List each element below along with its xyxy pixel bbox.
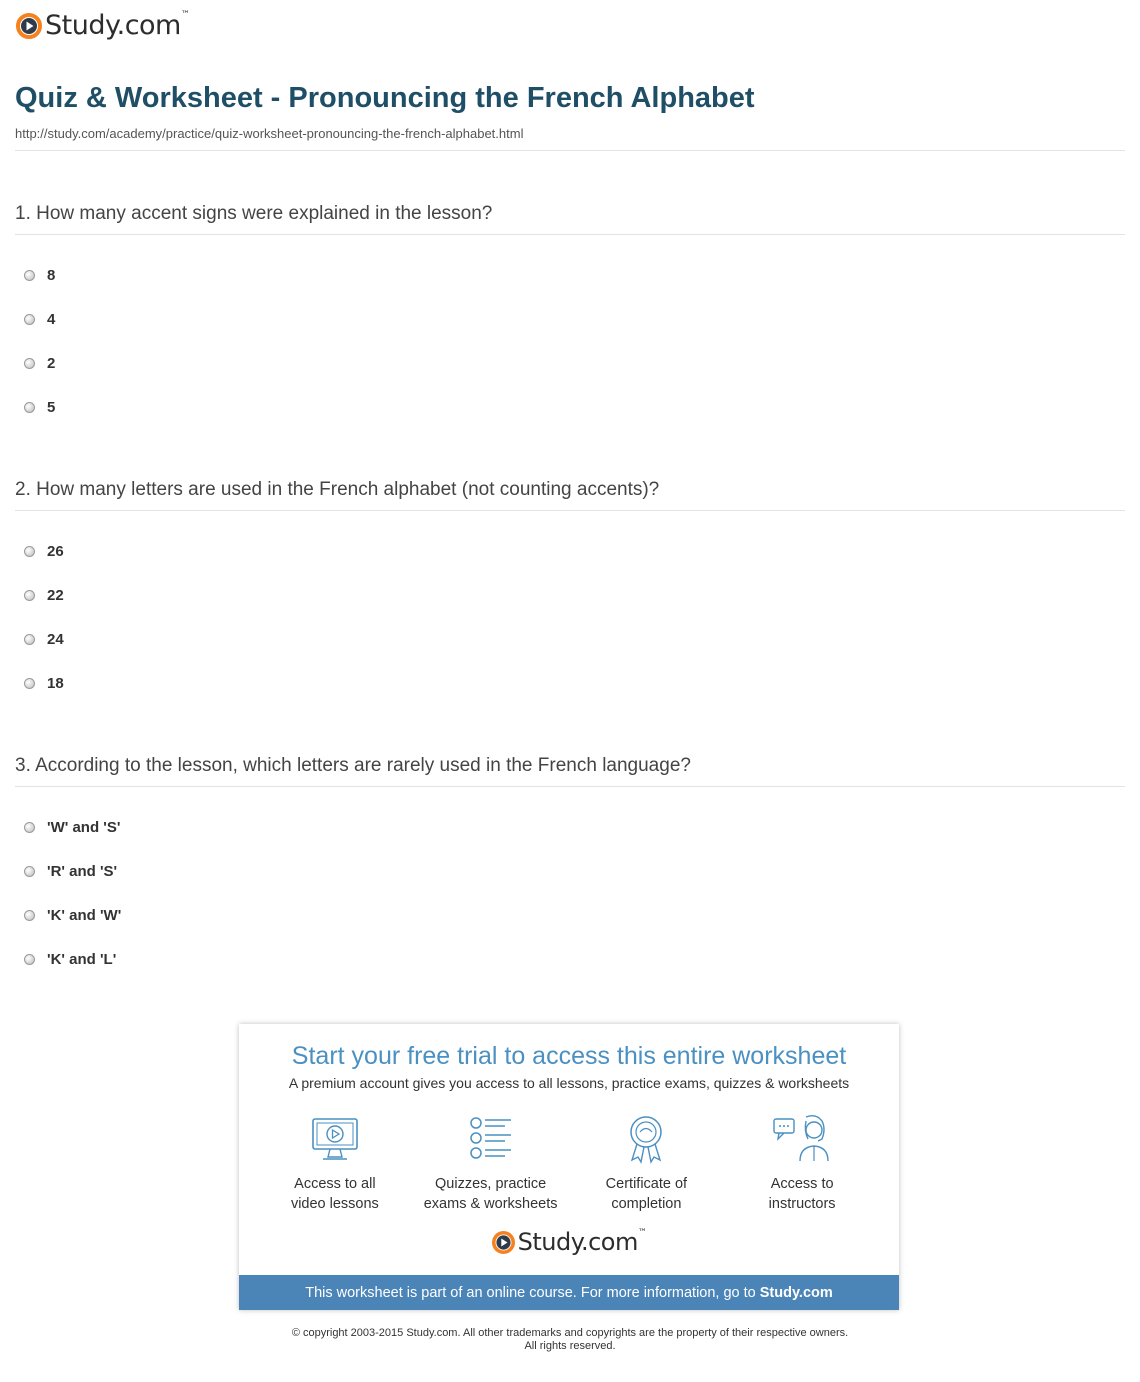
feature-label: Access to all video lessons: [290, 1176, 379, 1212]
answer-option[interactable]: [15, 665, 1125, 709]
question-text: 3. According to the lesson, which letters are rarely used in the French language?: [15, 755, 1125, 787]
answer-option[interactable]: [15, 853, 1125, 897]
certificate-icon: [620, 1113, 672, 1165]
option-label: 24: [47, 630, 64, 648]
radio-button[interactable]: [24, 822, 35, 833]
radio-button[interactable]: [24, 634, 35, 645]
question-text: 1. How many accent signs were explained in the lesson?: [15, 203, 1125, 235]
radio-button[interactable]: [24, 866, 35, 877]
page-title: Quiz & Worksheet - Pronouncing the French Alphabet: [15, 82, 755, 114]
radio-button[interactable]: [24, 546, 35, 557]
radio-button[interactable]: [24, 678, 35, 689]
answer-option[interactable]: [15, 577, 1125, 621]
promo-studycom-logo[interactable]: [239, 1228, 899, 1256]
question-text: 2. How many letters are used in the French alphabet (not counting accents)?: [15, 479, 1125, 511]
radio-button[interactable]: [24, 910, 35, 921]
option-label: 'W' and 'S': [47, 818, 121, 836]
video-lesson-icon: [309, 1113, 361, 1165]
option-label: 'K' and 'L': [47, 950, 117, 968]
feature-label: Certificate of completion: [605, 1176, 688, 1212]
feature-instructors: [724, 1113, 880, 1214]
play-logo-icon: [16, 13, 42, 39]
radio-button[interactable]: [24, 954, 35, 965]
answer-options: [15, 809, 1125, 985]
copyright-footer: [0, 1327, 1140, 1353]
feature-video-lessons: [257, 1113, 413, 1214]
radio-button[interactable]: [24, 590, 35, 601]
radio-button[interactable]: [24, 358, 35, 369]
option-label: 22: [47, 586, 64, 604]
promo-subtitle: A premium account gives you access to all lessons, practice exams, quizzes & worksheets: [288, 1075, 850, 1091]
answer-option[interactable]: [15, 257, 1125, 301]
question-1: [15, 203, 1125, 433]
radio-button[interactable]: [24, 314, 35, 325]
logo-text: Study.com™: [517, 1228, 647, 1256]
banner-text: This worksheet is part of an online course. For more information, go to: [305, 1284, 756, 1301]
page-url: http://study.com/academy/practice/quiz-worksheet-pronouncing-the-french-alphabet.html: [15, 126, 524, 141]
answer-option[interactable]: [15, 301, 1125, 345]
free-trial-promo: [239, 1024, 899, 1310]
answer-options: [15, 533, 1125, 709]
option-label: 'K' and 'W': [47, 906, 122, 924]
feature-list: [239, 1113, 899, 1214]
option-label: 8: [47, 266, 56, 284]
promo-title[interactable]: Start your free trial to access this entire worksheet: [291, 1042, 847, 1070]
header-divider: [15, 150, 1125, 151]
option-label: 5: [47, 398, 56, 416]
rights-line: All rights reserved.: [524, 1340, 616, 1352]
copyright-line: © copyright 2003-2015 Study.com. All other trademarks and copyrights are the property of their respective owners.: [291, 1327, 849, 1339]
answer-option[interactable]: [15, 533, 1125, 577]
option-label: 4: [47, 310, 56, 328]
feature-certificate: [569, 1113, 725, 1214]
logo-text: Study.com™: [45, 10, 190, 41]
option-label: 'R' and 'S': [47, 862, 118, 880]
answer-option[interactable]: [15, 389, 1125, 433]
option-label: 26: [47, 542, 64, 560]
feature-label: Quizzes, practice exams & worksheets: [423, 1176, 558, 1212]
instructor-icon: [772, 1113, 832, 1165]
feature-quizzes: [413, 1113, 569, 1214]
quiz-list-icon: [465, 1113, 517, 1165]
banner-link[interactable]: Study.com: [759, 1284, 833, 1301]
radio-button[interactable]: [24, 270, 35, 281]
studycom-logo[interactable]: [16, 10, 189, 41]
course-info-banner: [239, 1275, 899, 1310]
play-logo-icon: [492, 1231, 515, 1254]
option-label: 2: [47, 354, 56, 372]
feature-label: Access to instructors: [768, 1176, 836, 1212]
answer-option[interactable]: [15, 897, 1125, 941]
question-3: [15, 755, 1125, 985]
answer-option[interactable]: [15, 621, 1125, 665]
question-2: [15, 479, 1125, 709]
answer-options: [15, 257, 1125, 433]
answer-option[interactable]: [15, 345, 1125, 389]
radio-button[interactable]: [24, 402, 35, 413]
answer-option[interactable]: [15, 809, 1125, 853]
option-label: 18: [47, 674, 64, 692]
answer-option[interactable]: [15, 941, 1125, 985]
